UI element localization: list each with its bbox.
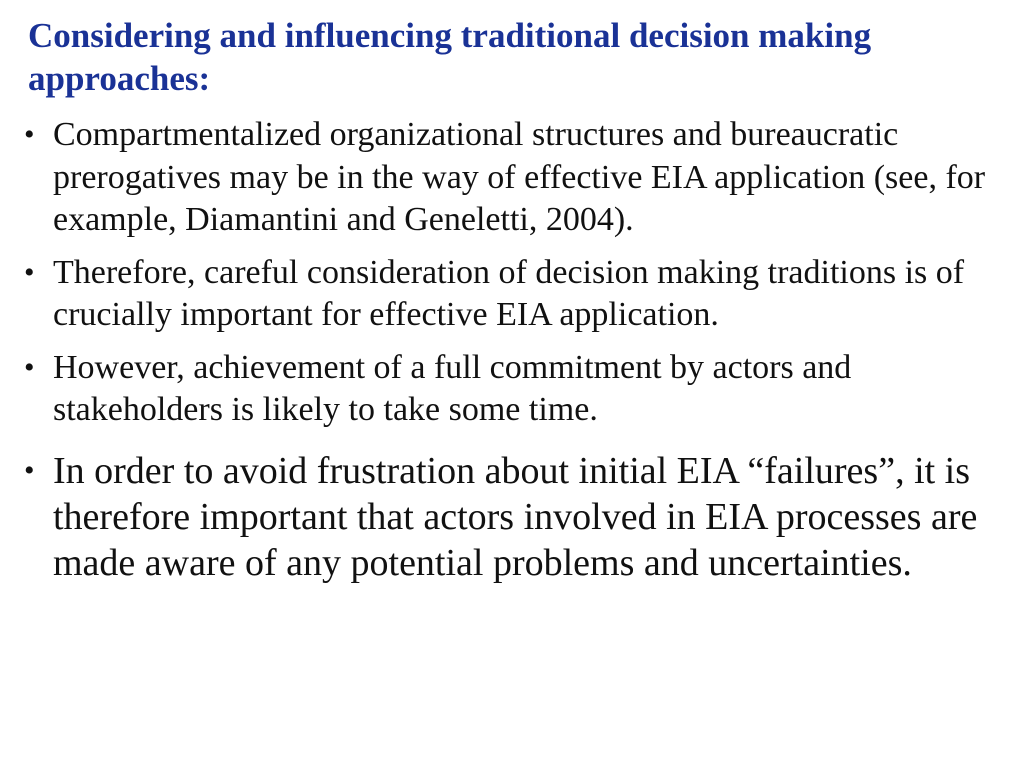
bullet-list [22,114,1007,596]
bullet-dot-icon: • [24,453,35,487]
bullet-item [22,347,1007,432]
bullet-text: Therefore, careful consideration of decision making traditions is of crucially important for effective EIA application. [53,253,965,333]
bullet-text: However, achievement of a full commitment by actors and stakeholders is likely to take some time. [53,348,852,428]
bullet-text: In order to avoid frustration about initial EIA “failures”, it is therefore important that actors involved in EIA processes are made aware of any potential problems and uncertainties. [53,449,978,584]
bullet-dot-icon: • [24,255,35,289]
bullet-item [22,252,1007,337]
bullet-text: Compartmentalized organizational structures and bureaucratic prerogatives may be in the way of effective EIA application (see, for example, Diamantini and Geneletti, 2004). [53,116,986,238]
slide-title: Considering and influencing traditional decision making approaches: [28,16,872,98]
bullet-dot-icon: • [24,350,35,384]
bullet-item [22,448,1007,586]
bullet-dot-icon: • [24,118,35,151]
bullet-item [22,114,1007,242]
